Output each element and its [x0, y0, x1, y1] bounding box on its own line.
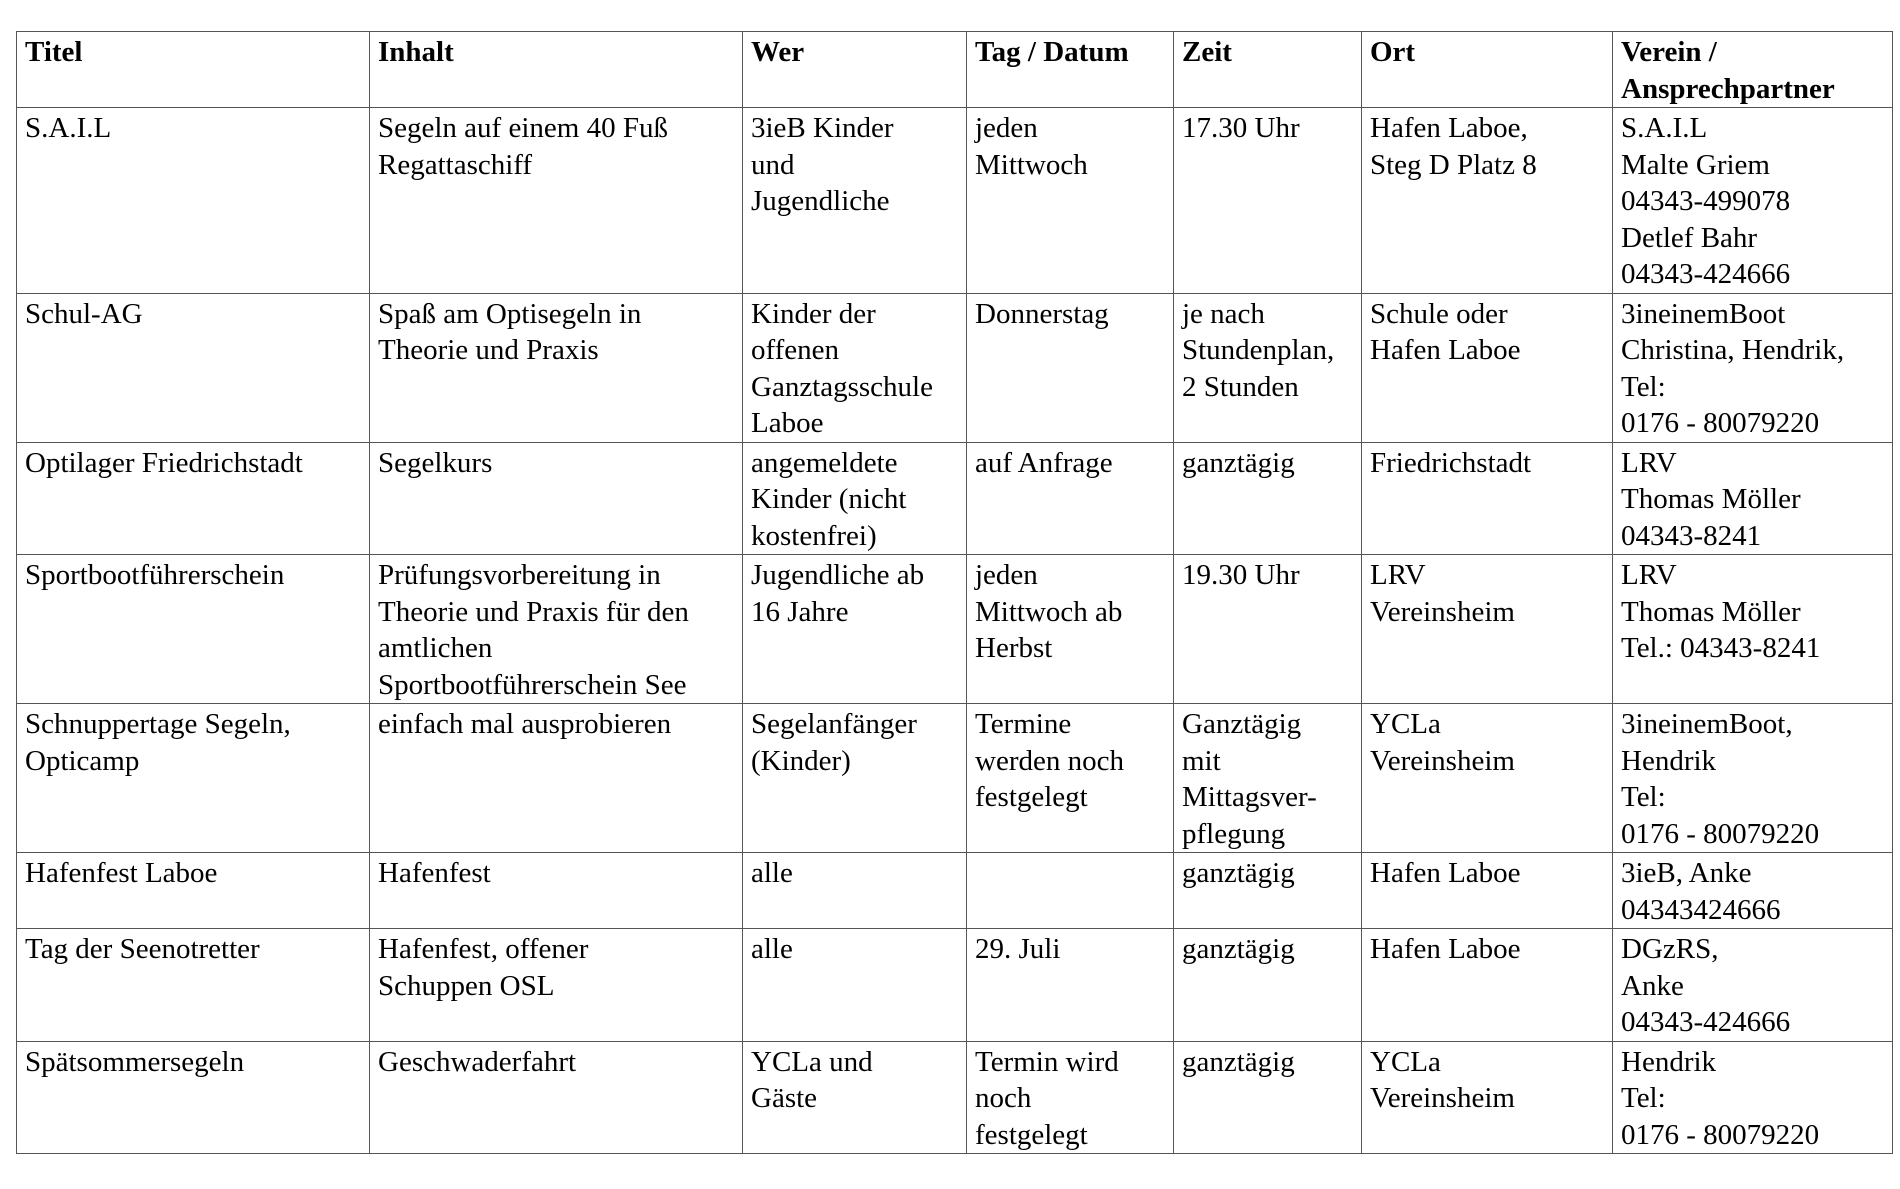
header-titel: Titel: [17, 32, 370, 108]
cell-verein: DGzRS, Anke 04343-424666: [1613, 929, 1893, 1042]
cell-wer: 3ieB Kinder und Jugendliche: [743, 108, 967, 294]
cell-verein: 3ineinemBoot, Hendrik Tel: 0176 - 80079220: [1613, 704, 1893, 853]
cell-wer: Segelanfänger (Kinder): [743, 704, 967, 853]
cell-zeit: ganztägig: [1174, 853, 1362, 929]
cell-zeit: ganztägig: [1174, 1041, 1362, 1154]
cell-verein: LRV Thomas Möller 04343-8241: [1613, 442, 1893, 555]
table-row: [17, 929, 1893, 1042]
event-table: [16, 31, 1893, 1154]
cell-tag-datum: [967, 853, 1174, 929]
cell-inhalt: Segeln auf einem 40 Fuß Regattaschiff: [370, 108, 743, 294]
cell-inhalt: Hafenfest, offener Schuppen OSL: [370, 929, 743, 1042]
cell-wer: alle: [743, 929, 967, 1042]
table-row: [17, 853, 1893, 929]
cell-ort: Hafen Laboe: [1362, 929, 1613, 1042]
cell-inhalt: Hafenfest: [370, 853, 743, 929]
cell-inhalt: Segelkurs: [370, 442, 743, 555]
table-row: [17, 704, 1893, 853]
cell-tag-datum: Donnerstag: [967, 293, 1174, 442]
cell-tag-datum: 29. Juli: [967, 929, 1174, 1042]
cell-ort: Schule oder Hafen Laboe: [1362, 293, 1613, 442]
cell-titel: Spätsommersegeln: [17, 1041, 370, 1154]
cell-zeit: 19.30 Uhr: [1174, 555, 1362, 704]
cell-titel: Schul-AG: [17, 293, 370, 442]
cell-verein: S.A.I.L Malte Griem 04343-499078 Detlef Bahr 04343-424666: [1613, 108, 1893, 294]
cell-wer: angemeldete Kinder (nicht kostenfrei): [743, 442, 967, 555]
cell-inhalt: Geschwaderfahrt: [370, 1041, 743, 1154]
cell-inhalt: Spaß am Optisegeln in Theorie und Praxis: [370, 293, 743, 442]
cell-inhalt: Prüfungsvorbereitung in Theorie und Praxis für den amtlichen Sportbootführerschein See: [370, 555, 743, 704]
cell-tag-datum: Termin wird noch festgelegt: [967, 1041, 1174, 1154]
header-zeit: Zeit: [1174, 32, 1362, 108]
cell-zeit: ganztägig: [1174, 442, 1362, 555]
cell-ort: YCLa Vereinsheim: [1362, 1041, 1613, 1154]
cell-ort: Hafen Laboe: [1362, 853, 1613, 929]
cell-zeit: 17.30 Uhr: [1174, 108, 1362, 294]
cell-titel: Sportbootführerschein: [17, 555, 370, 704]
cell-tag-datum: jeden Mittwoch: [967, 108, 1174, 294]
cell-titel: S.A.I.L: [17, 108, 370, 294]
table-row: [17, 442, 1893, 555]
header-inhalt: Inhalt: [370, 32, 743, 108]
table-row: [17, 1041, 1893, 1154]
cell-verein: LRV Thomas Möller Tel.: 04343-8241: [1613, 555, 1893, 704]
cell-wer: YCLa und Gäste: [743, 1041, 967, 1154]
cell-tag-datum: Termine werden noch festgelegt: [967, 704, 1174, 853]
cell-tag-datum: auf Anfrage: [967, 442, 1174, 555]
cell-verein: 3ineinemBoot Christina, Hendrik, Tel: 0176 - 80079220: [1613, 293, 1893, 442]
cell-zeit: je nach Stundenplan, 2 Stunden: [1174, 293, 1362, 442]
cell-ort: YCLa Vereinsheim: [1362, 704, 1613, 853]
header-tag-datum: Tag / Datum: [967, 32, 1174, 108]
cell-zeit: Ganztägig mit Mittagsver- pflegung: [1174, 704, 1362, 853]
header-verein-ansprechpartner: Verein / Ansprechpartner: [1613, 32, 1893, 108]
cell-wer: Kinder der offenen Ganztagsschule Laboe: [743, 293, 967, 442]
cell-titel: Hafenfest Laboe: [17, 853, 370, 929]
header-row: [17, 32, 1893, 108]
cell-wer: Jugendliche ab 16 Jahre: [743, 555, 967, 704]
cell-verein: Hendrik Tel: 0176 - 80079220: [1613, 1041, 1893, 1154]
cell-tag-datum: jeden Mittwoch ab Herbst: [967, 555, 1174, 704]
cell-ort: Friedrichstadt: [1362, 442, 1613, 555]
cell-titel: Optilager Friedrichstadt: [17, 442, 370, 555]
cell-verein: 3ieB, Anke 04343424666: [1613, 853, 1893, 929]
cell-titel: Schnuppertage Segeln, Opticamp: [17, 704, 370, 853]
table-row: [17, 555, 1893, 704]
cell-zeit: ganztägig: [1174, 929, 1362, 1042]
cell-titel: Tag der Seenotretter: [17, 929, 370, 1042]
header-ort: Ort: [1362, 32, 1613, 108]
cell-wer: alle: [743, 853, 967, 929]
cell-ort: Hafen Laboe, Steg D Platz 8: [1362, 108, 1613, 294]
cell-ort: LRV Vereinsheim: [1362, 555, 1613, 704]
table-row: [17, 108, 1893, 294]
table-row: [17, 293, 1893, 442]
header-wer: Wer: [743, 32, 967, 108]
cell-inhalt: einfach mal ausprobieren: [370, 704, 743, 853]
